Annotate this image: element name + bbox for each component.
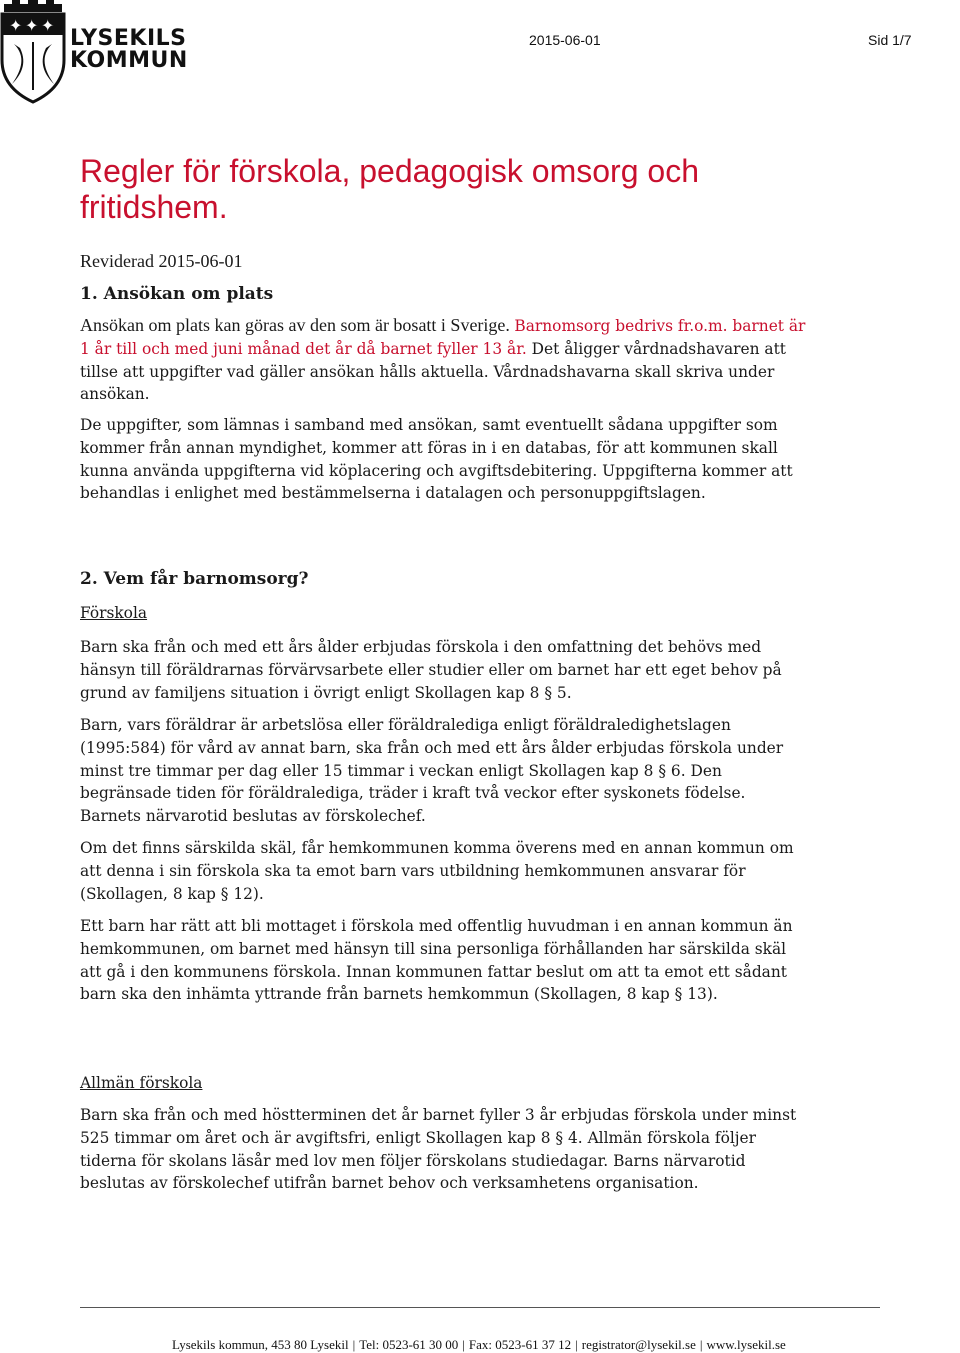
footer-contact bbox=[172, 1337, 786, 1353]
footer-separator: | bbox=[462, 1337, 465, 1352]
paragraph-right-to-placement: Ett barn har rätt att bli mottaget i förskola med offentlig huvudman i en annan kommun än hemkommunen, om barnet med hänsyn till sina personliga förhållanden har särskilda skäl att gå i den kommunens förskola. Innan kommunen fattar beslut om att ta emot ett sådant barn ska den inhämta yttrande från barnets hemkommun (Skollagen, 8 kap § 13). bbox=[80, 917, 793, 1004]
paragraph-forskola-eligibility: Barn ska från och med ett års ålder erbjudas förskola i den omfattning det behövs med hänsyn till föräldrarnas förvärvsarbete eller studier eller om barnet har ett eget behov på grund av familjens situation i övrigt enligt Skollagen kap 8 § 5. bbox=[80, 638, 782, 702]
municipality-logo bbox=[0, 0, 190, 104]
svg-text:✦: ✦ bbox=[41, 16, 55, 35]
paragraph-unemployed-parents: Barn, vars föräldrar är arbetslösa eller föräldralediga enligt föräldraledighetslagen (1995:584) för vård av annat barn, ska från och med ett års ålder erbjudas förskola under minst tre timmar per dag eller 15 timmar i veckan enligt Skollagen kap 8 § 6. Den begränsade tiden för föräldralediga, träder i kraft två veckor efter syskonets födelse. Barnets närvarotid beslutas av förskolechef. bbox=[80, 716, 784, 826]
subheading-forskola: Förskola bbox=[80, 604, 148, 622]
paragraph-segment: Det åligger vårdnadshavaren att tillse att uppgifter vad gäller ansökan hålls aktuella. Vårdnadshavarna skall skriva under ansökan. bbox=[80, 339, 786, 404]
revision-date: Reviderad 2015-06-01 bbox=[80, 251, 243, 271]
footer-fax: Fax: 0523-61 37 12 bbox=[468, 1337, 572, 1352]
paragraph-application-intro bbox=[80, 314, 810, 406]
subheading-allman-forskola: Allmän förskola bbox=[80, 1074, 203, 1092]
logo-text-line1: LYSEKILS bbox=[70, 26, 187, 51]
section-heading-application: 1. Ansökan om plats bbox=[80, 284, 274, 304]
section-heading-eligibility: 2. Vem får barnomsorg? bbox=[80, 569, 309, 589]
paragraph-other-municipality: Om det finns särskilda skäl, får hemkommunen komma överens med en annan kommun om att denna i sin förskola ska ta emot barn vars utbildning hemkommunen ansvarar för (Skollagen, 8 kap § 12). bbox=[80, 839, 794, 903]
svg-text:✦: ✦ bbox=[9, 16, 23, 35]
coat-of-arms-icon bbox=[0, 0, 66, 104]
paragraph-segment: Ansökan om plats kan göras av den som är bosatt i Sverige. bbox=[80, 315, 515, 335]
logo-text-line2: KOMMUN bbox=[70, 48, 188, 73]
footer-website: www.lysekil.se bbox=[706, 1337, 786, 1352]
highlighted-text: Barnomsorg bedrivs fr.o.m. barnet är 1 år till och med juni månad det år då barnet fyller 13 år. bbox=[80, 317, 806, 358]
footer-divider bbox=[80, 1307, 880, 1308]
footer-phone: Tel: 0523-61 30 00 bbox=[359, 1337, 459, 1352]
document-date: 2015-06-01 bbox=[529, 32, 601, 48]
document-title: Regler för förskola, pedagogisk omsorg och fritidshem. bbox=[80, 153, 699, 225]
footer-separator: | bbox=[699, 1337, 703, 1352]
footer-separator: | bbox=[575, 1337, 578, 1352]
paragraph-allman-forskola: Barn ska från och med höstterminen det år barnet fyller 3 år erbjudas förskola under minst 525 timmar om året och är avgiftsfri, enligt Skollagen kap 8 § 4. Allmän förskola följer tiderna för skolans läsår med lov men följer förskolans studiedagar. Barns närvarotid beslutas av förskolechef utifrån barnet behov och verksamhetens organisation. bbox=[80, 1106, 797, 1193]
footer-address: Lysekils kommun, 453 80 Lysekil bbox=[172, 1337, 349, 1352]
paragraph-data-handling: De uppgifter, som lämnas i samband med ansökan, samt eventuellt sådana uppgifter som kommer från annan myndighet, kommer att föras in i en databas, för att kommunen skall kunna använda uppgifterna vid köplacering och avgiftsdebitering. Uppgifterna kommer att behandlas i enlighet med bestämmelserna i datalagen och personuppgiftslagen. bbox=[80, 416, 793, 503]
page-number: Sid 1/7 bbox=[868, 32, 912, 48]
footer-email: registrator@lysekil.se bbox=[581, 1337, 696, 1352]
footer-separator: | bbox=[352, 1337, 356, 1352]
svg-text:✦: ✦ bbox=[25, 16, 39, 35]
